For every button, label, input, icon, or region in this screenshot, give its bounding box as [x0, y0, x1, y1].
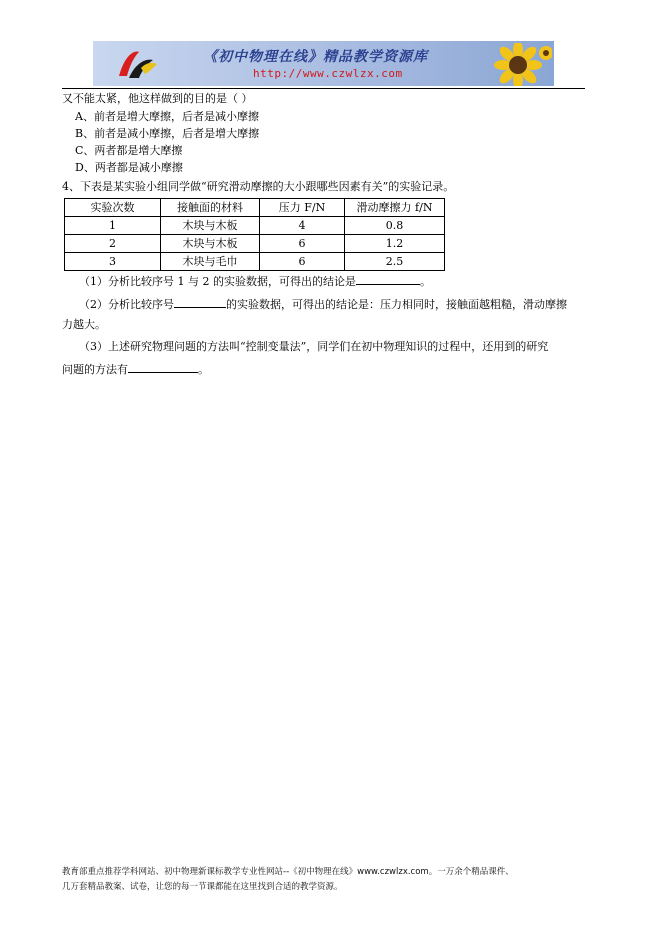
table-cell: 0.8	[345, 217, 445, 235]
subquestion-3-wrap	[62, 361, 209, 377]
table-header-cell: 滑动摩擦力 f/N	[345, 199, 445, 217]
header-divider	[62, 88, 585, 89]
table-cell: 木块与木板	[161, 235, 260, 253]
question-continuation: 又不能太紧，他这样做到的目的是（ ）	[62, 92, 253, 105]
table-cell: 2.5	[345, 253, 445, 271]
experiment-table	[64, 198, 445, 271]
option-a: A、前者是增大摩擦，后者是减小摩擦	[75, 110, 259, 123]
table-cell: 6	[260, 253, 345, 271]
banner-url[interactable]: http://www.czwlzx.com	[253, 67, 403, 80]
question-4-intro: 4、下表是某实验小组同学做“研究滑动摩擦的大小跟哪些因素有关”的实验记录。	[62, 180, 455, 193]
site-logo	[115, 46, 159, 82]
table-header-cell: 接触面的材料	[161, 199, 260, 217]
subquestion-3-text: 问题的方法有	[62, 363, 128, 376]
subquestion-1-text: （1）分析比较序号 1 与 2 的实验数据，可得出的结论是	[79, 275, 356, 288]
table-header-cell: 压力 F/N	[260, 199, 345, 217]
answer-blank-3[interactable]	[128, 361, 198, 373]
table-cell: 4	[260, 217, 345, 235]
table-cell: 6	[260, 235, 345, 253]
sunflower-image	[488, 43, 552, 86]
option-d: D、两者都是减小摩擦	[75, 161, 183, 174]
answer-blank-1[interactable]	[356, 273, 420, 285]
option-b: B、前者是减小摩擦，后者是增大摩擦	[75, 127, 260, 140]
answer-blank-2[interactable]	[174, 296, 226, 308]
header-banner	[93, 41, 554, 86]
table-cell: 木块与木板	[161, 217, 260, 235]
option-c: C、两者都是增大摩擦	[75, 144, 183, 157]
banner-title: 《初中物理在线》精品教学资源库	[203, 49, 428, 65]
table-cell: 3	[65, 253, 161, 271]
subquestion-2-text: （2）分析比较序号	[79, 298, 174, 311]
table-header-cell: 实验次数	[65, 199, 161, 217]
table-row	[65, 217, 445, 235]
subquestion-2-wrap: 力越大。	[62, 318, 106, 331]
table-row	[65, 235, 445, 253]
table-cell: 1	[65, 217, 161, 235]
footer-line-1: 教育部重点推荐学科网站、初中物理新课标教学专业性网站--《初中物理在线》www.czwlzx.com。一万余个精品课件、	[62, 867, 514, 877]
subquestion-2-text-cont: 的实验数据，可得出的结论是：压力相同时，接触面越粗糙，滑动摩擦	[226, 298, 567, 311]
table-header-row	[65, 199, 445, 217]
table-cell: 木块与毛巾	[161, 253, 260, 271]
subquestion-1-end: 。	[419, 275, 431, 288]
subquestion-3: （3）上述研究物理问题的方法叫“控制变量法”，同学们在初中物理知识的过程中，还用到的研究	[79, 340, 549, 353]
table-row	[65, 253, 445, 271]
page-footer	[62, 865, 602, 895]
table-cell: 2	[65, 235, 161, 253]
subquestion-2	[79, 296, 567, 312]
subquestion-3-end: 。	[198, 363, 209, 376]
footer-line-2: 几万套精品教案、试卷，让您的每一节课都能在这里找到合适的教学资源。	[62, 882, 343, 892]
table-cell: 1.2	[345, 235, 445, 253]
subquestion-1	[79, 273, 431, 289]
